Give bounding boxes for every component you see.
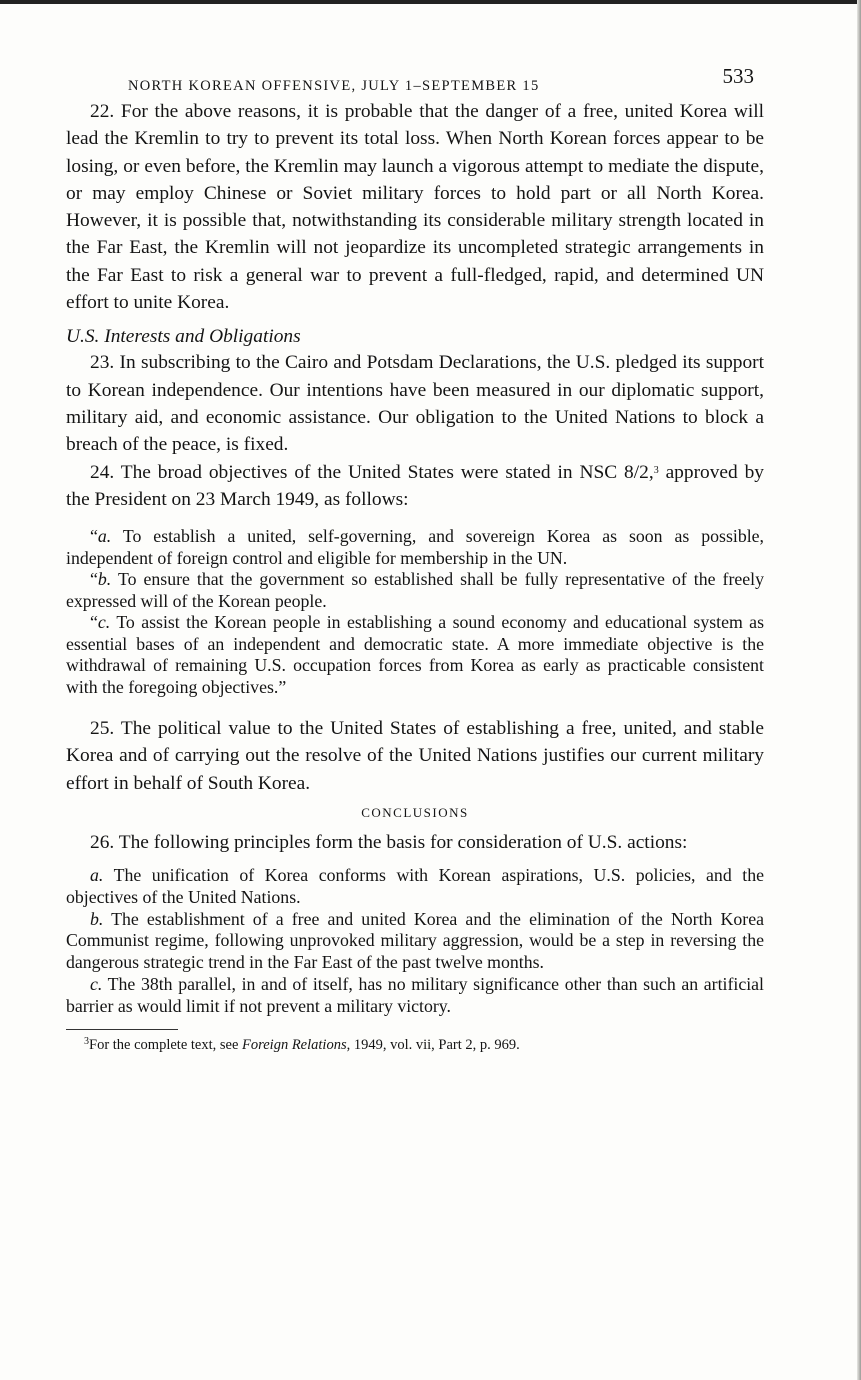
principle-item-b [66, 909, 764, 974]
quote-text-c: To assist the Korean people in establishing a sound economy and educational system as essential bases of an independent and democratic state. A more immediate objective is the withdrawal of remaining U.S. occupation forces from Korea as early as practicable consistent with the foregoing objectives.” [66, 612, 764, 697]
footnote-reference: 3 [653, 464, 659, 476]
paragraph-24-text-end: approved by the President on 23 March 1949, as follows: [66, 461, 764, 510]
page-header [66, 58, 764, 98]
principle-item-a [66, 865, 764, 908]
paragraph-23: 23. In subscribing to the Cairo and Potsdam Declarations, the U.S. pledged its support to Korean independence. Our intentions have been measured in our diplomatic support, military aid, and economic assistance. Our obligation to the United Nations to block a breach of the peace, is fixed. [66, 352, 764, 456]
principle-text-c: The 38th parallel, in and of itself, has no military significance other than such an artificial barrier as would limit if not prevent a military victory. [66, 973, 764, 1016]
footnote-title: Foreign Relations [242, 1037, 347, 1054]
quote-item-c [66, 612, 764, 698]
paragraph-24 [66, 459, 764, 514]
quote-letter-b: b. [97, 569, 112, 590]
paragraph-22: 22. For the above reasons, it is probable that the danger of a free, united Korea will lead the Kremlin to try to prevent its total loss. When North Korean forces appear to be losing, or even before, the Kremlin may launch a vigorous attempt to mediate the dispute, or may employ Chinese or Soviet military forces to hold part or all North Korea. However, it is possible that, notwithstanding its considerable military strength located in the Far East, the Kremlin will not jeopardize its uncompleted strategic arrangements in the Far East to risk a general war to prevent a full-fledged, rapid, and determined UN effort to unite Korea. [66, 101, 764, 314]
principle-letter-a: a. [90, 865, 104, 886]
quote-letter-c: c. [97, 612, 111, 633]
paragraph-24-text: 24. The broad objectives of the United States were stated in NSC 8/2, [90, 461, 654, 483]
paragraph-26: 26. The following principles form the basis for consideration of U.S. actions: [90, 832, 688, 854]
principle-text-b: The establishment of a free and united Korea and the elimination of the North Korea Communist regime, following unprovoked military aggression, would be a step in reversing the dangerous strategic trend in the Far East of the past twelve months. [66, 908, 764, 973]
quote-text-b: To ensure that the government so established shall be fully representative of the freely expressed will of the Korean people. [66, 569, 764, 611]
footnote-marker: 3 [84, 1036, 89, 1048]
quote-item-b [66, 569, 764, 612]
document-page [66, 58, 764, 1054]
footnote-rule [66, 1029, 178, 1030]
top-edge-rule [0, 0, 861, 4]
running-head: NORTH KOREAN OFFENSIVE, JULY 1–SEPTEMBER 15 [128, 78, 540, 94]
principle-letter-c: c. [90, 973, 103, 994]
footnote [66, 1036, 764, 1054]
quote-letter-a: a. [97, 526, 112, 547]
page-edge-shadow [857, 0, 861, 1380]
principle-text-a: The unification of Korea conforms with Korean aspirations, U.S. policies, and the objectives of the United Nations. [66, 865, 764, 908]
quote-mark: “ [90, 569, 98, 590]
section-heading: U.S. Interests and Obligations [66, 326, 301, 348]
paragraph-25: 25. The political value to the United States of establishing a free, united, and stable Korea and of carrying out the resolve of the United Nations justifies our current military effort in behalf of South Korea. [66, 718, 764, 794]
quote-item-a [66, 526, 764, 569]
conclusions-heading: CONCLUSIONS [361, 805, 469, 821]
quote-text-a: To establish a united, self-governing, and sovereign Korea as soon as possible, independent of foreign control and eligible for membership in the UN. [66, 526, 764, 568]
footnote-citation: , 1949, vol. vii, Part 2, p. 969. [346, 1037, 520, 1054]
quote-mark: “ [90, 526, 98, 547]
principle-letter-b: b. [90, 908, 104, 929]
principle-item-c [66, 974, 764, 1017]
page-number: 533 [722, 64, 754, 88]
footnote-text: For the complete text, see [89, 1037, 243, 1054]
quote-mark: “ [90, 612, 98, 633]
